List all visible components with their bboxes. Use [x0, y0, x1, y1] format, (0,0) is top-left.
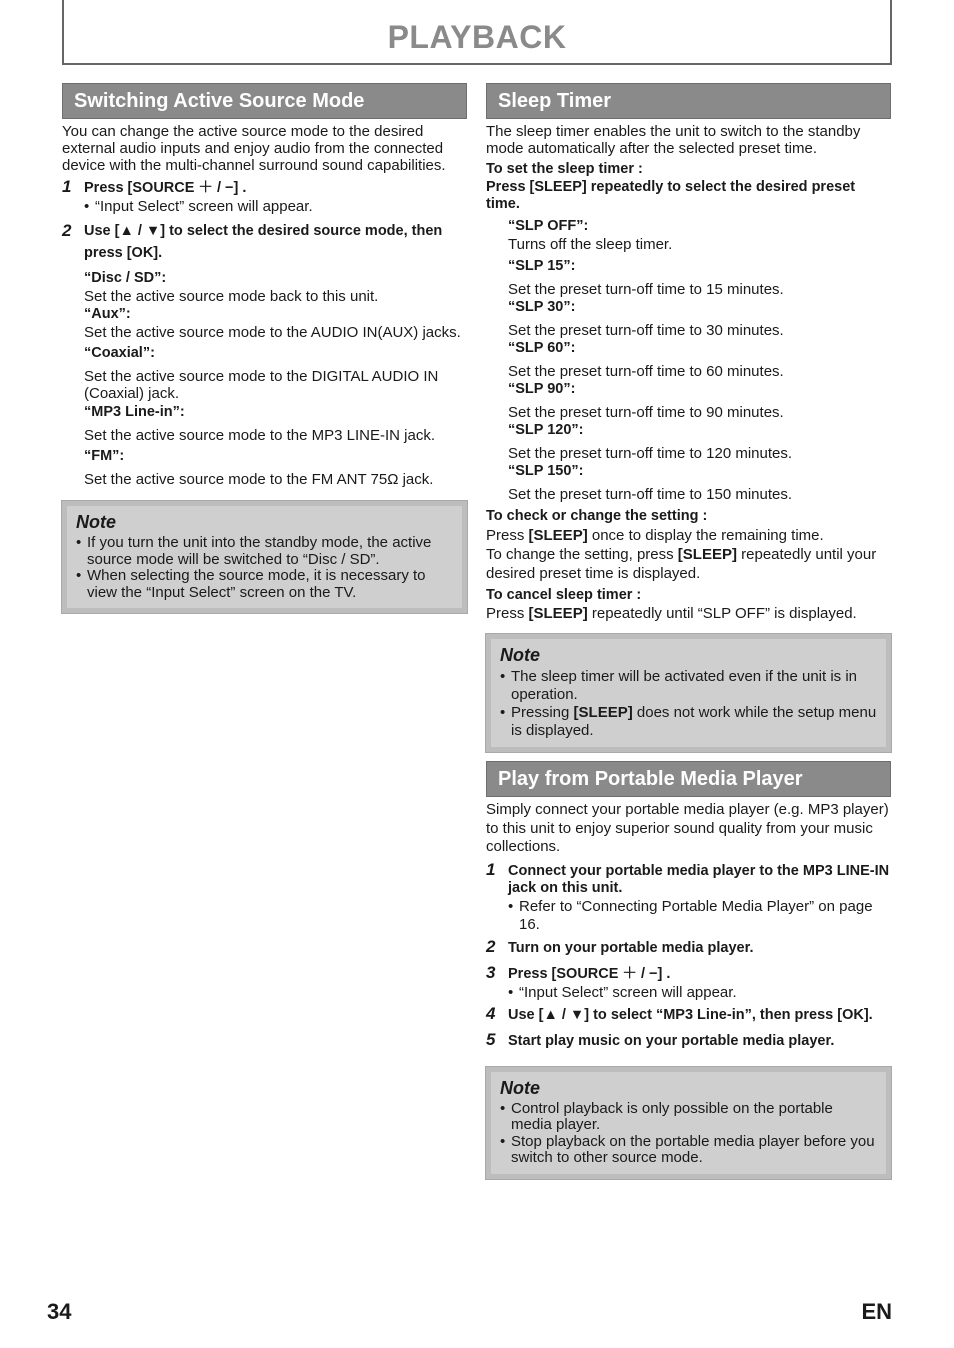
option-label: “SLP 150”:: [508, 463, 584, 479]
option-label: “Disc / SD”:: [84, 270, 167, 286]
option-desc: Set the active source mode back to this unit.: [84, 288, 379, 305]
option-desc: Set the preset turn-off time to 120 minutes.: [508, 445, 793, 462]
step-text: Use [▲ / ▼] to select “MP3 Line-in”, then press [OK].: [508, 1006, 873, 1023]
source-option: [84, 306, 467, 341]
portable-step-1: [486, 859, 891, 934]
page-number: 34: [47, 1299, 72, 1324]
note-title: Note: [500, 645, 540, 665]
note-item: [500, 704, 877, 740]
portable-step-4: [486, 1003, 891, 1024]
step-number: 2: [486, 936, 496, 956]
sleep-option: [508, 299, 891, 339]
option-desc: Set the preset turn-off time to 30 minutes.: [508, 322, 784, 339]
option-label: “Aux”:: [84, 306, 131, 322]
step-text: Press [SOURCE ＋ / −] .: [508, 965, 671, 982]
option-label: “FM”:: [84, 448, 125, 464]
note-item: • Stop playback on the portable media player before you switch to other source mode.: [500, 1134, 877, 1167]
portable-note-box: [486, 1067, 891, 1179]
sleep-option: [508, 258, 891, 298]
source-option: [84, 270, 467, 305]
step-bullet: • “Input Select” screen will appear.: [84, 198, 467, 215]
step-text: Use [▲ / ▼] to select the desired source mode, then press [OK].: [84, 223, 443, 261]
note-item: • If you turn the unit into the standby mode, the active source mode will be switched to “Disc / SD”.: [76, 535, 453, 568]
page-title-box: [62, 0, 892, 65]
step-text: Turn on your portable media player.: [508, 939, 754, 956]
sleep-check-line-1: [486, 527, 891, 544]
note-item: • The sleep timer will be activated even if the unit is in operation.: [500, 668, 877, 704]
left-column: [62, 83, 467, 613]
option-desc: Set the active source mode to the FM ANT 75Ω jack.: [84, 471, 434, 488]
sleep-cancel-label: To cancel sleep timer :: [486, 587, 642, 603]
text-run: repeatedly until “SLP OFF” is displayed.: [587, 605, 857, 622]
sleep-set-label: To set the sleep timer :: [486, 161, 643, 177]
portable-step-5: [486, 1029, 891, 1050]
portable-step-3: [486, 962, 891, 1001]
sleep-option: [508, 463, 891, 503]
option-label: “SLP OFF”:: [508, 218, 589, 234]
sleep-cancel-line: [486, 605, 891, 622]
option-desc: Set the active source mode to the MP3 LINE-IN jack.: [84, 427, 435, 444]
option-desc: Set the preset turn-off time to 90 minutes.: [508, 404, 784, 421]
source-option: [84, 448, 467, 488]
switching-step-2: [62, 220, 467, 264]
switching-note-box: [62, 501, 467, 613]
option-desc: Turns off the sleep timer.: [508, 236, 673, 253]
option-desc: Set the preset turn-off time to 15 minutes.: [508, 281, 784, 298]
section-heading-sleep-timer: Sleep Timer: [486, 83, 891, 119]
step-bullet: • Refer to “Connecting Portable Media Player” on page 16.: [508, 898, 891, 934]
option-label: “MP3 Line-in”:: [84, 404, 185, 420]
portable-intro: Simply connect your portable media player (e.g. MP3 player) to this unit to enjoy superior sound quality from your music collections.: [486, 801, 889, 855]
sleep-intro: The sleep timer enables the unit to switch to the standby mode automatically after the selected preset time.: [486, 123, 861, 157]
option-desc: Set the active source mode to the DIGITAL AUDIO IN (Coaxial) jack.: [84, 368, 439, 402]
sleep-set-instruction: Press [SLEEP] repeatedly to select the desired preset time.: [486, 179, 856, 212]
text-run: repeatedly until your desired preset time is displayed.: [486, 546, 877, 582]
step-number: 5: [486, 1029, 496, 1049]
page-language-code: EN: [861, 1299, 892, 1324]
step-number: 3: [486, 962, 496, 982]
option-label: “SLP 15”:: [508, 258, 576, 274]
option-label: “SLP 120”:: [508, 422, 584, 438]
text-run: Press: [486, 605, 529, 622]
step-text: Press [SOURCE ＋ / −] .: [84, 180, 247, 196]
option-label: “Coaxial”:: [84, 345, 155, 361]
sleep-option: [508, 218, 891, 253]
page-title: PLAYBACK: [387, 19, 567, 55]
source-options-list: [62, 270, 467, 488]
sleep-check-line-2: [486, 545, 891, 583]
note-title: Note: [76, 512, 116, 532]
step-number: 1: [62, 177, 72, 196]
sleep-note-box: [486, 634, 891, 752]
sleep-option: [508, 340, 891, 380]
option-desc: Set the preset turn-off time to 60 minutes.: [508, 363, 784, 380]
option-desc: Set the preset turn-off time to 150 minutes.: [508, 486, 793, 503]
sleep-key-label: [SLEEP]: [677, 546, 737, 563]
portable-step-2: [486, 936, 891, 957]
step-number: 2: [62, 221, 72, 240]
text-run: does not work while the setup menu is displayed.: [511, 704, 877, 739]
source-option: [84, 345, 467, 402]
note-title: Note: [500, 1077, 540, 1098]
section-heading-switching-source: Switching Active Source Mode: [62, 83, 467, 119]
sleep-key-label: [SLEEP]: [528, 527, 588, 544]
note-item: • Control playback is only possible on the portable media player.: [500, 1101, 877, 1134]
step-text: Start play music on your portable media player.: [508, 1032, 835, 1049]
sleep-options-list: [486, 218, 891, 503]
sleep-key-label: [SLEEP]: [573, 704, 633, 721]
text-run: Pressing: [511, 704, 574, 721]
step-bullet: • “Input Select” screen will appear.: [508, 984, 891, 1001]
source-option: [84, 404, 467, 444]
option-label: “SLP 90”:: [508, 381, 576, 397]
switching-intro: You can change the active source mode to the desired external audio inputs and enjoy audio from the connected device with the multi-channel surround sound capabilities.: [62, 123, 446, 174]
step-number: 4: [486, 1003, 496, 1023]
text-run: Press: [486, 527, 529, 544]
sleep-key-label: [SLEEP]: [528, 605, 588, 622]
option-label: “SLP 60”:: [508, 340, 576, 356]
option-label: “SLP 30”:: [508, 299, 576, 315]
section-heading-portable-player: Play from Portable Media Player: [486, 761, 891, 797]
sleep-check-label: To check or change the setting :: [486, 508, 708, 524]
sleep-option: [508, 422, 891, 462]
text-run: once to display the remaining time.: [587, 527, 824, 544]
right-column: [486, 83, 891, 1179]
sleep-option: [508, 381, 891, 421]
switching-step-1: [62, 177, 467, 215]
step-number: 1: [486, 859, 496, 879]
option-desc: Set the active source mode to the AUDIO IN(AUX) jacks.: [84, 324, 461, 341]
note-item: • When selecting the source mode, it is necessary to view the “Input Select” screen on the TV.: [76, 568, 453, 601]
text-run: To change the setting, press: [486, 546, 678, 563]
step-text: Connect your portable media player to the MP3 LINE-IN jack on this unit.: [508, 862, 890, 896]
